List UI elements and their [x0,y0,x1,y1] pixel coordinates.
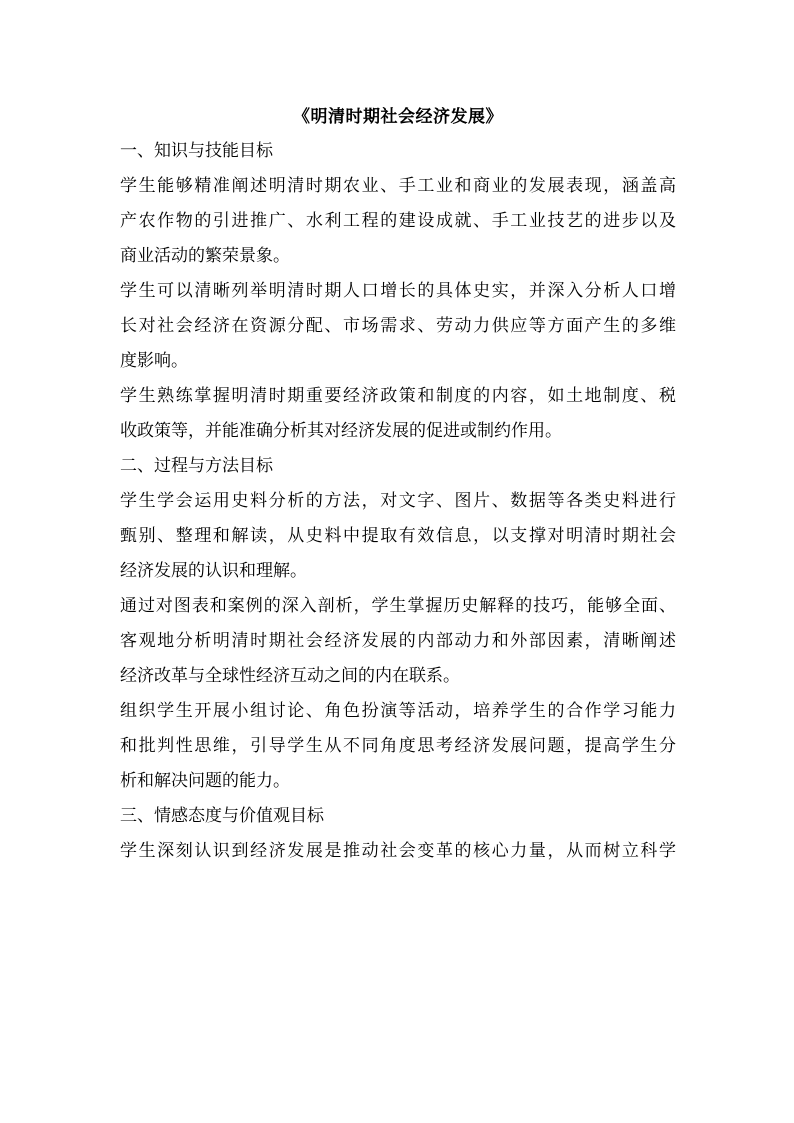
paragraph-line: 学生深刻认识到经济发展是推动社会变革的核心力量，从而树立科学 [120,841,676,861]
paragraph-line: 和批判性思维，引导学生从不同角度思考经济发展问题，提高学生分 [120,736,676,756]
paragraph-line: 通过对图表和案例的深入剖析，学生掌握历史解释的技巧，能够全面、 [120,596,676,616]
paragraph-line: 度影响。 [120,351,188,371]
paragraph-line: 组织学生开展小组讨论、角色扮演等活动，培养学生的合作学习能力 [120,701,676,721]
section-heading-knowledge-skills: 一、知识与技能目标 [120,141,273,161]
paragraph-line: 学生能够精准阐述明清时期农业、手工业和商业的发展表现，涵盖高 [120,176,676,196]
paragraph-line: 学生可以清晰列举明清时期人口增长的具体史实，并深入分析人口增 [120,281,676,301]
paragraph-line: 甄别、整理和解读，从史料中提取有效信息，以支撑对明清时期社会 [120,526,676,546]
paragraph-line: 经济改革与全球性经济互动之间的内在联系。 [120,666,460,686]
section-heading-values: 三、情感态度与价值观目标 [120,806,324,826]
paragraph-line: 产农作物的引进推广、水利工程的建设成就、手工业技艺的进步以及 [120,211,676,231]
paragraph-line: 客观地分析明清时期社会经济发展的内部动力和外部因素，清晰阐述 [120,631,676,651]
paragraph-line: 析和解决问题的能力。 [120,771,290,791]
document-title: 《明清时期社会经济发展》 [293,107,503,127]
paragraph-line: 学生熟练掌握明清时期重要经济政策和制度的内容，如土地制度、税 [120,386,676,406]
section-heading-process-methods: 二、过程与方法目标 [120,456,273,476]
paragraph-line: 长对社会经济在资源分配、市场需求、劳动力供应等方面产生的多维 [120,316,676,336]
document-body [120,100,676,869]
paragraph-line: 收政策等，并能准确分析其对经济发展的促进或制约作用。 [120,421,562,441]
paragraph-line: 学生学会运用史料分析的方法，对文字、图片、数据等各类史料进行 [120,491,676,511]
paragraph-line: 经济发展的认识和理解。 [120,561,307,581]
paragraph-line: 商业活动的繁荣景象。 [120,246,290,266]
